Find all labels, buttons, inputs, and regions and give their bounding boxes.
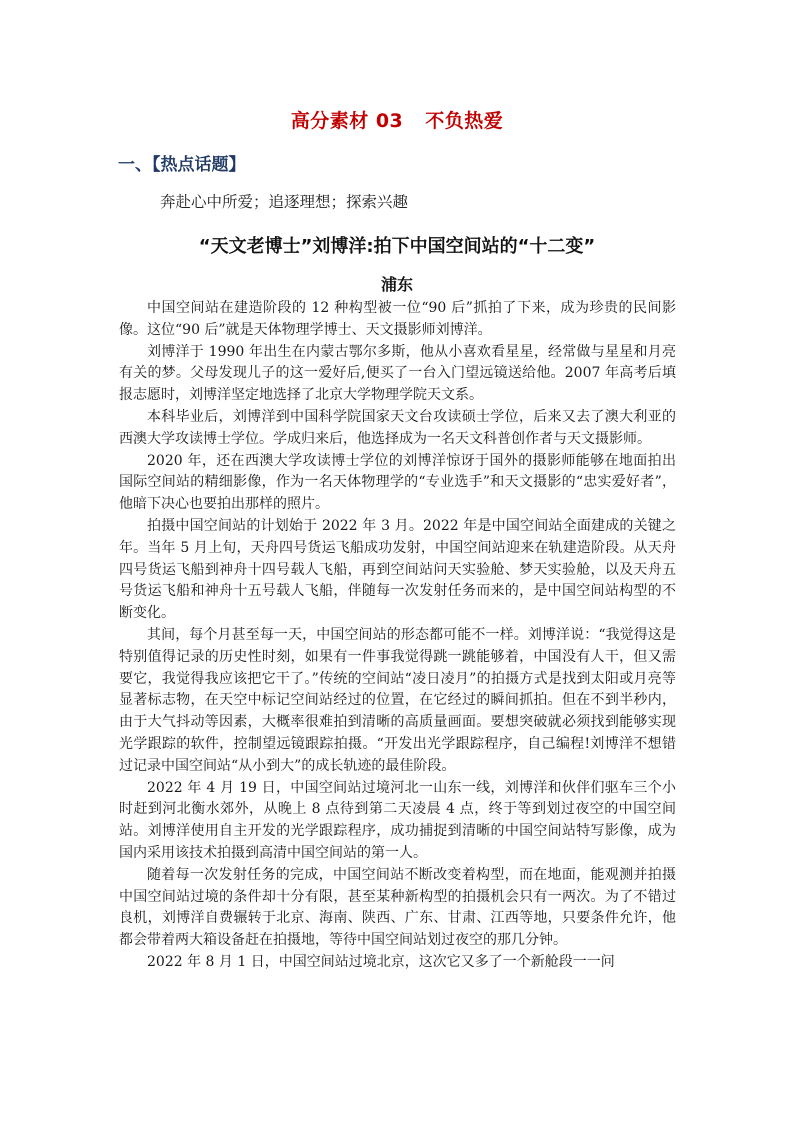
paragraph: 2022 年 4 月 19 日，中国空间站过境河北一山东一线，刘博洋和伙伴们驱车三个小时赶到河北衡水郊外，从晚上 8 点待到第二天凌晨 4 点，终于等到划过夜空的中国空间站。刘博洋使用自主开发的光学跟踪程序，成功捕捉到清晰的中国空间站特写影像，成为国内采用该技术拍摄到高清中国空间站的第一人。 xyxy=(119,779,676,861)
article-title: “天文老博士”刘博洋:拍下中国空间站的“十二变” xyxy=(198,236,596,257)
paragraph: 本科毕业后，刘博洋到中国科学院国家天文台攻读硕士学位，后来又去了澳大利亚的西澳大学攻读博士学位。学成归来后，他选择成为一名天文科普创作者与天文摄影师。 xyxy=(119,408,676,447)
section-heading: 一、【热点话题】 xyxy=(118,155,246,175)
paragraph: 拍摄中国空间站的计划始于 2022 年 3 月。2022 年是中国空间站全面建成的关键之年。当年 5 月上旬，天舟四号货运飞船成功发射，中国空间站迎来在轨建造阶段。从天舟四号货运飞船到神舟十四号载人飞船，再到空间站问天实验舱、梦天实验舱，以及天舟五号货运飞船和神舟十五号载人飞船，伴随每一次发射任务而来的，是中国空间站构型的不断变化。 xyxy=(119,517,676,622)
paragraph: 中国空间站在建造阶段的 12 种构型被一位“90 后”抓拍了下来，成为珍贵的民间影像。这位“90 后”就是天体物理学博士、天文摄影师刘博洋。 xyxy=(119,300,676,338)
article-body xyxy=(119,298,676,974)
article-author: 浦东 xyxy=(380,275,413,294)
topic-keywords: 奔赴心中所爱；追逐理想；探索兴趣 xyxy=(160,193,409,211)
document-title xyxy=(0,106,794,133)
paragraph: 2022 年 8 月 1 日，中国空间站过境北京，这次它又多了一个新舱段一一问 xyxy=(147,953,615,970)
title-part-1: 高分素材 03 xyxy=(290,110,404,132)
paragraph: 2020 年，还在西澳大学攻读博士学位的刘博洋惊讶于国外的摄影师能够在地面拍出国际空间站的精细影像，作为一名天体物理学的“专业选手”和天文摄影的“忠实爱好者”，他暗下决心也要拍出那样的照片。 xyxy=(119,452,676,513)
paragraph: 随着每一次发射任务的完成，中国空间站不断改变着构型，而在地面，能观测并拍摄中国空间站过境的条件却十分有限，甚至某种新构型的拍摄机会只有一两次。为了不错过良机，刘博洋自费辗转于北京、海南、陕西、广东、甘肃、江西等地，只要条件允许，他都会带着两大箱设备赶在拍摄地，等待中国空间站划过夜空的那几分钟。 xyxy=(119,866,676,949)
paragraph: 其间，每个月甚至每一天，中国空间站的形态都可能不一样。刘博洋说：“我觉得这是特别值得记录的历史性时刻，如果有一件事我觉得跳一跳能够着，中国没有人干，但又需要它，我觉得我应该把它干了。”传统的空间站“凌日凌月”的拍摄方式是找到太阳或月亮等显著标志物，在天空中标记空间站经过的位置，在它经过的瞬间抓拍。但在不到半秒内，由于大气抖动等因素，大概率很难拍到清晰的高质量画面。要想突破就必须找到能够实现光学跟踪的软件，控制望远镜跟踪拍摄。“开发出光学跟踪程序，自己编程!刘博洋不想错过记录中国空间站“从小到大”的成长轨迹的最佳阶段。 xyxy=(119,626,676,774)
title-part-2: 不负热爱 xyxy=(425,110,504,132)
paragraph: 刘博洋于 1990 年出生在内蒙古鄂尔多斯，他从小喜欢看星星，经常做与星星和月亮有关的梦。父母发现儿子的这一爱好后,便买了一台入门望远镜送给他。2007 年高考后填报志愿时，刘博洋坚定地选择了北京大学物理学院天文系。 xyxy=(119,343,676,404)
